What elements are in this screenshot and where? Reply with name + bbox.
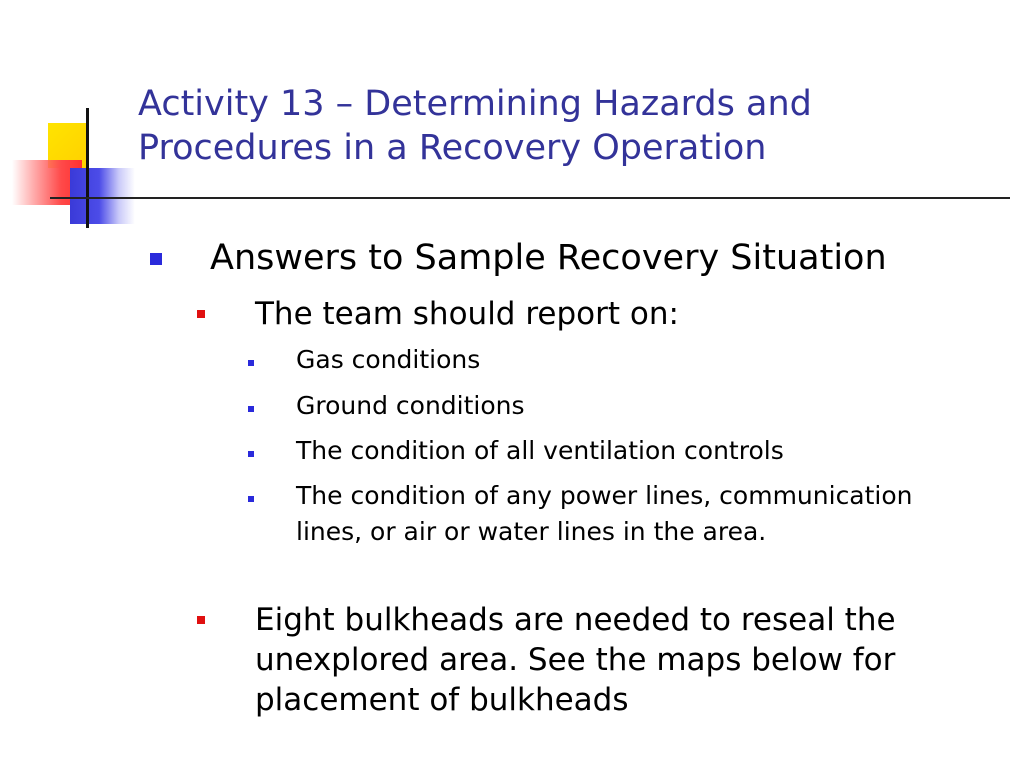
sub-bullet-ground-text: Ground conditions (296, 391, 525, 420)
square-bullet-icon (248, 496, 254, 502)
square-bullet-icon (197, 616, 205, 624)
slide-title-line-2: Procedures in a Recovery Operation (138, 128, 767, 168)
square-bullet-icon (248, 406, 254, 412)
bullet-bulkheads-text: Eight bulkheads are needed to reseal the unexplored area. See the maps below for placement of bulkheads (255, 602, 896, 718)
sub-bullet-gas-text: Gas conditions (296, 345, 481, 374)
slide-title-line-1: Activity 13 – Determining Hazards and (138, 84, 812, 124)
square-bullet-icon (150, 253, 162, 265)
sub-bullet-power-lines-text: The condition of any power lines, communication lines, or air or water lines in the area. (296, 481, 913, 546)
square-bullet-icon (248, 360, 254, 366)
square-bullet-icon (248, 451, 254, 457)
bullet-answers-text: Answers to Sample Recovery Situation (210, 238, 887, 278)
square-bullet-icon (197, 310, 205, 318)
bullet-team-report-text: The team should report on: (255, 296, 679, 332)
sub-bullet-ventilation-text: The condition of all ventilation controls (296, 436, 784, 465)
